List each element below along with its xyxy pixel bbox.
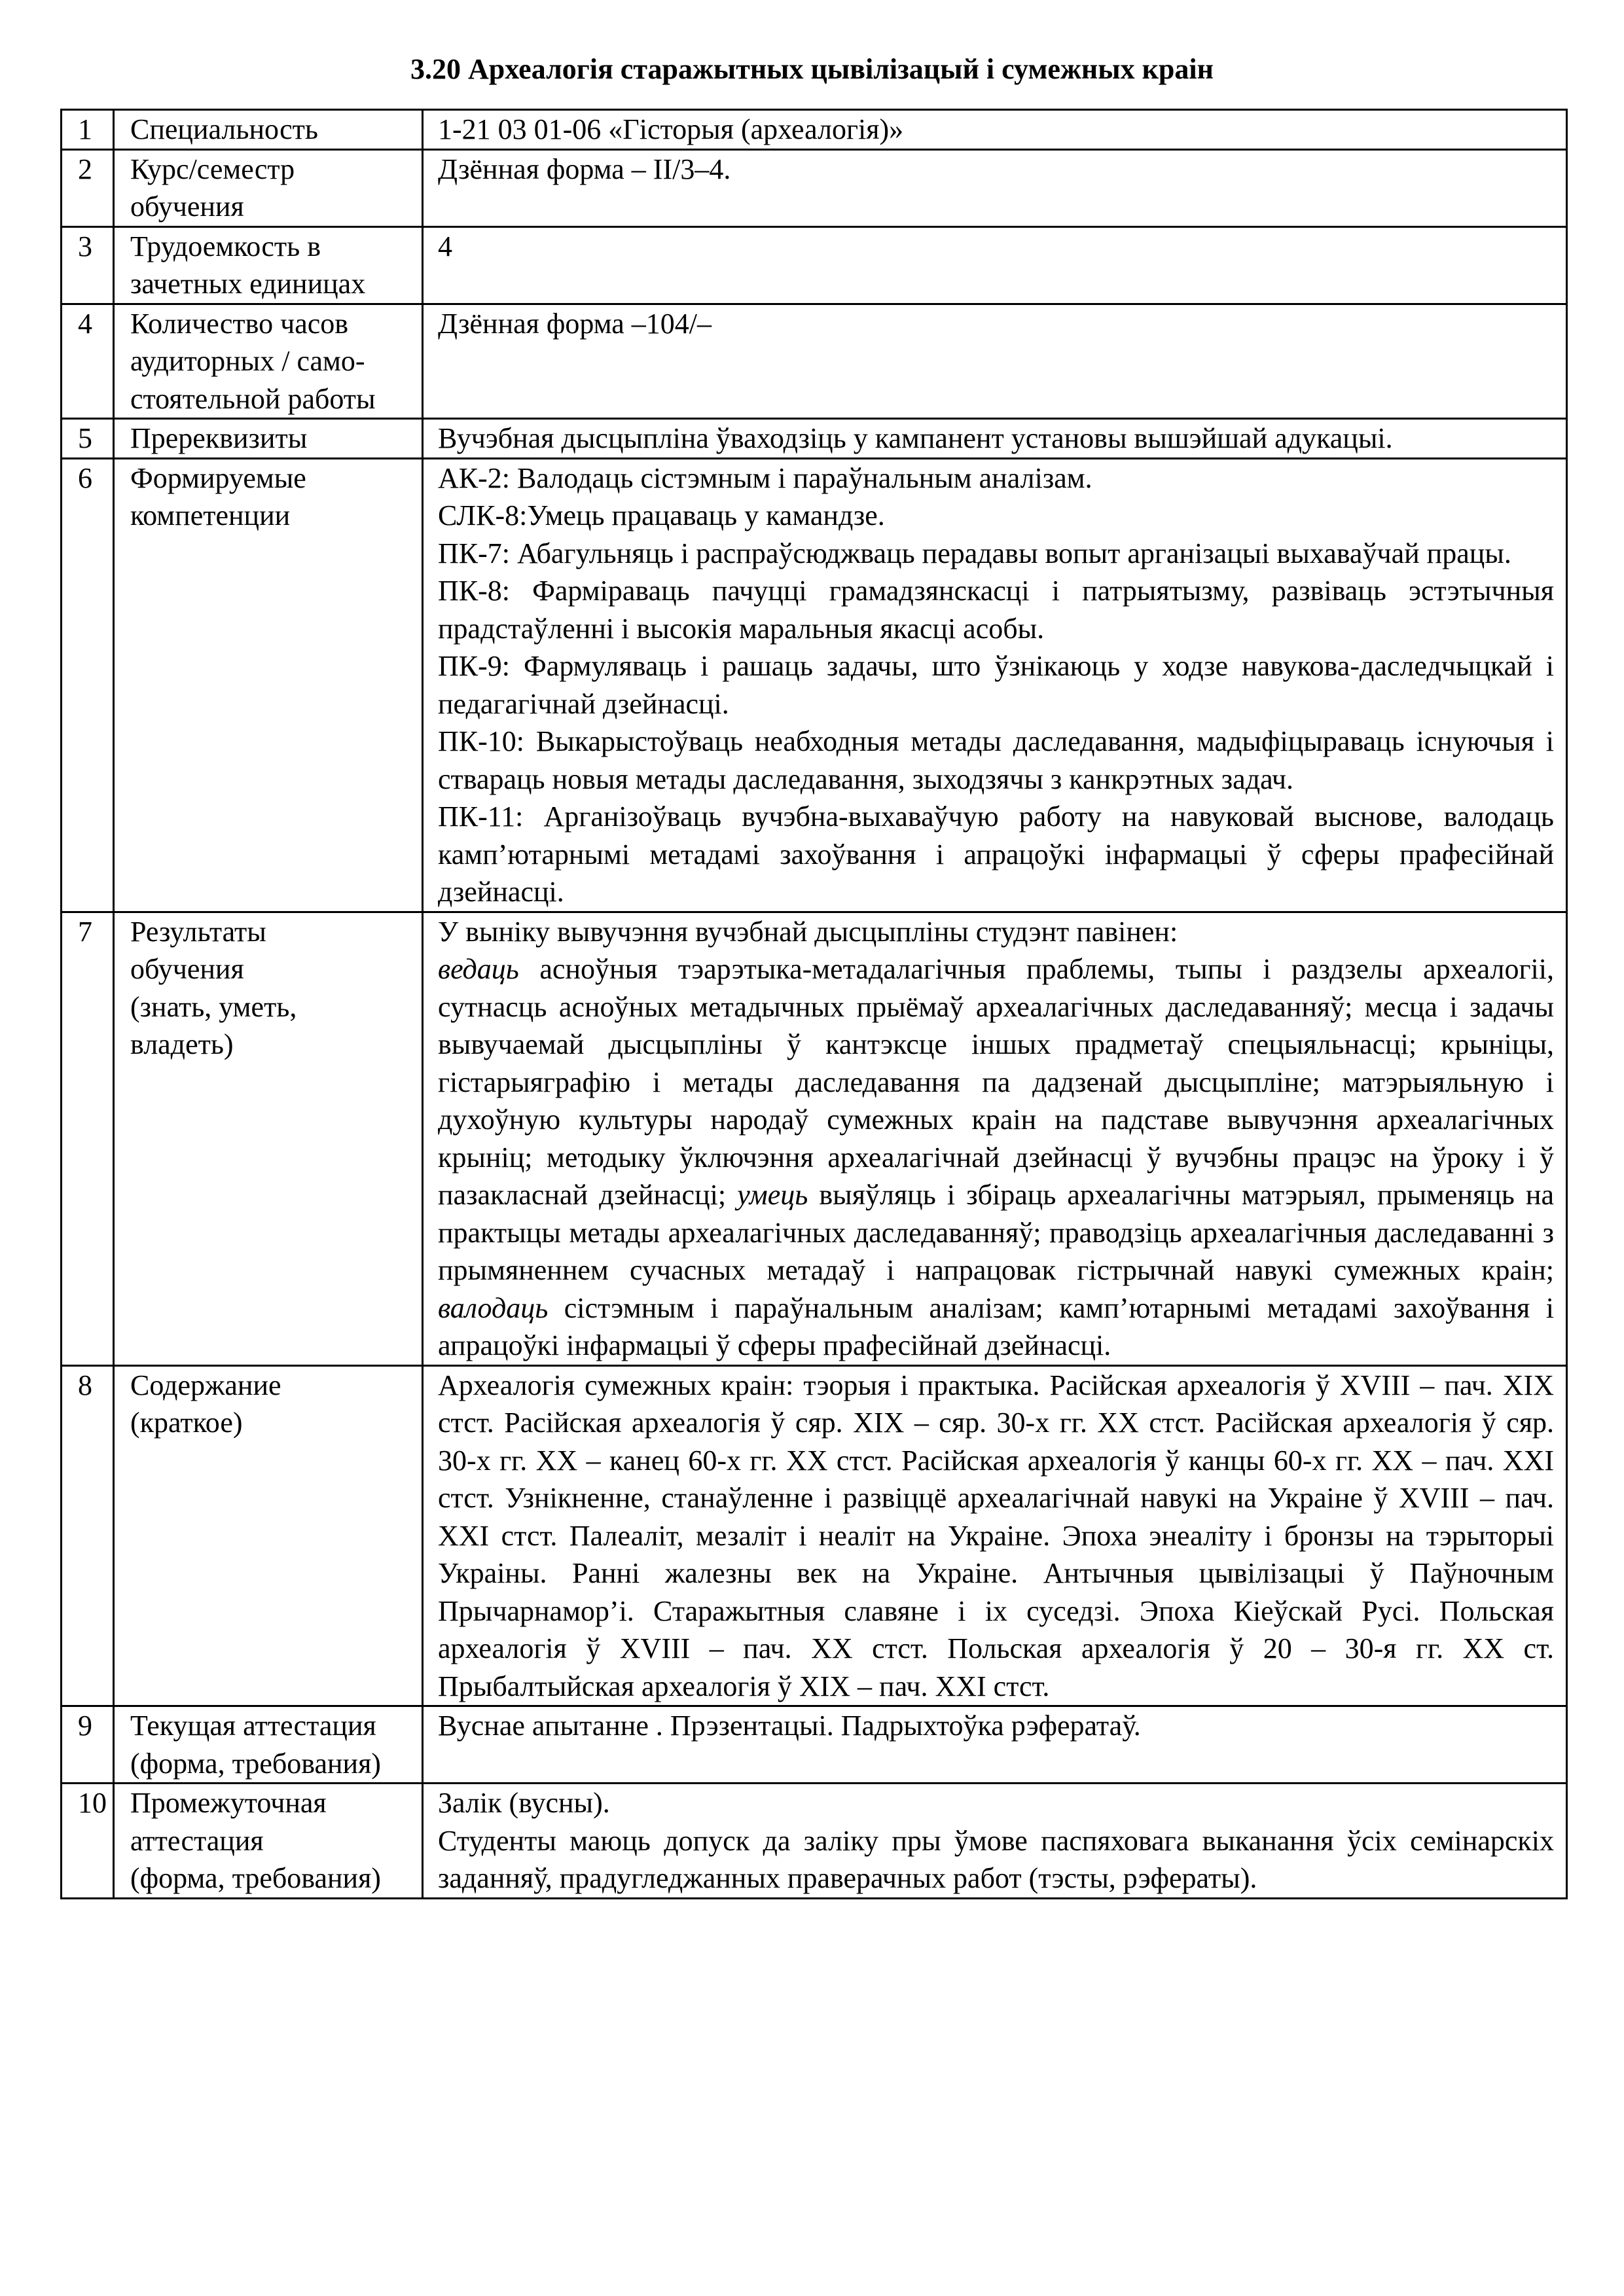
row-value: Археалогія сумежных краін: тэорыя і практыка. Расійская археалогія ў XVIII – пач. XIX стст. Расійская археалогія ў сяр. XIX – сяр. 30-х гг. XX стст. Расійская археалогія ў сяр. 30-х гг. XX – канец 60-х гг. XX стст. Расійская археалогія ў канцы 60-х гг. XX – пач. XXI стст. Узнікненне, станаўленне і развіццё археалагічнай навукі на Украіне ў XVIII – пач. XXI стст. Палеаліт, мезаліт і неаліт на Украіне. Эпоха энеаліту і бронзы на тэрыторыі Украіны. Ранні жалезны век на Украіне. Антычныя цывілізацыі ў Паўночным Прычарнамор’і. Старажытныя славяне і іх суседзі. Эпоха Кіеўскай Русі. Польская археалогія ў XVIII – пач. XX стст. Польская археалогія ў 20 – 30-я гг. XX ст. Прыбалтыйская археалогія ў XIX – пач. XXI стст. (423, 1365, 1567, 1706)
row-number: 6 (62, 458, 114, 912)
course-info-table (60, 109, 1568, 1899)
table-row (62, 458, 1567, 912)
row-label: Курс/семестр обучения (114, 149, 423, 226)
competence-item: ПК-7: Абагульняць і распраўсюджваць перадавы вопыт арганізацыі выхаваўчай працы. (438, 537, 1511, 569)
competence-item: ПК-8: Фарміраваць пачуцці грамадзянскасці і патрыятызму, развіваць эстэтычныя прадстаўленні і высокія маральныя якасці асобы. (438, 575, 1554, 645)
row-number: 3 (62, 226, 114, 304)
row-label: Формируемые компетенции (114, 458, 423, 912)
competence-item: ПК-10: Выкарыстоўваць неабходныя метады даследавання, мадыфіцыраваць існуючыя і ствараць новыя метады даследавання, зыходзячы з канкрэтных задач. (438, 725, 1554, 795)
row-value: Дзённая форма – II/3–4. (423, 149, 1567, 226)
row-number: 7 (62, 912, 114, 1365)
learning-outcomes (423, 912, 1567, 1365)
table-row (62, 1365, 1567, 1706)
competence-item: ПК-11: Арганізоўваць вучэбна-выхаваўчую работу на навуковай выснове, валодаць камп’ютарнымі метадамі захоўвання і апрацоўкі інфармацыі ў сферы прафесійнай дзейнасці. (438, 800, 1554, 908)
row-value: Вуснае апытанне . Прэзентацыі. Падрыхтоўка рэфератаў. (423, 1706, 1567, 1784)
table-row (62, 912, 1567, 1365)
row-value: Вучэбная дысцыпліна ўваходзіць у кампанент установы вышэйшай адукацыі. (423, 419, 1567, 459)
row-value: 4 (423, 226, 1567, 304)
competences-list (423, 458, 1567, 912)
row-value: Дзённая форма –104/– (423, 304, 1567, 419)
table-row (62, 226, 1567, 304)
row-label: Количество часов аудиторных / само- стоятельной работы (114, 304, 423, 419)
row-number: 10 (62, 1784, 114, 1899)
competence-item: СЛК-8:Умець працаваць у камандзе. (438, 499, 885, 531)
row-label: Результаты обучения (знать, уметь, владеть) (114, 912, 423, 1365)
table-row (62, 419, 1567, 459)
row-number: 5 (62, 419, 114, 459)
competence-item: ПК-9: Фармуляваць і рашаць задачы, што ўзнікаюць у ходзе навукова-даследчыцкай і педагагічнай дзейнасці. (438, 650, 1554, 720)
row-value: 1-21 03 01-06 «Гісторыя (археалогія)» (423, 110, 1567, 150)
row-label: Пререквизиты (114, 419, 423, 459)
outcomes-intro: У выніку вывучэння вучэбнай дысцыпліны студэнт павінен: (438, 915, 1178, 948)
table-row (62, 149, 1567, 226)
row-label: Содержание (краткое) (114, 1365, 423, 1706)
row-number: 9 (62, 1706, 114, 1784)
row-number: 1 (62, 110, 114, 150)
row-number: 8 (62, 1365, 114, 1706)
row-value: Залік (вусны). Студенты маюць допуск да заліку пры ўмове паспяховага выканання ўсіх семінарскіх заданняў, прадугледжанных праверачных работ (тэсты, рэфераты). (423, 1784, 1567, 1899)
table-row (62, 110, 1567, 150)
row-number: 4 (62, 304, 114, 419)
table-row (62, 1784, 1567, 1899)
row-label: Трудоемкость в зачетных единицах (114, 226, 423, 304)
row-label: Специальность (114, 110, 423, 150)
outcomes-text: ведаць асноўныя тэарэтыка-метадалагічныя праблемы, тыпы і раздзелы археалогіі, сутнасць асноўных метадычных прыёмаў археалагічных даследаванняў; месца і задачы вывучаемай дысцыпліны ў кантэксце іншых прадметаў спецыяльнасці; крыніцы, гістарыяграфію і метады даследавання па дадзенай дысцыпліне; матэрыяльную і духоўную культуры народаў сумежных краін на падставе вывучэння археалагічных крыніц; методыку ўключэння археалагічнай дзейнасці ў вучэбны працэс на ўроку і ў пазакласнай дзейнасці; умець выяўляць і збіраць археалагічны матэрыял, прыменяць на практыцы метады археалагічных даследаванняў; праводзіць археалагічныя даследаванні з прымяненнем сучасных метадаў і напрацовак гістрычнай навукі сумежных краін; валодаць сістэмным і параўнальным аналізам; камп’ютарнымі метадамі захоўвання і апрацоўкі інфармацыі ў сферы прафесійнай дзейнасці. (438, 953, 1555, 1361)
row-label: Текущая аттестация (форма, требования) (114, 1706, 423, 1784)
page-title: 3.20 Археалогія старажытных цывілізацый і сумежных краін (410, 53, 1214, 85)
table-row (62, 1706, 1567, 1784)
row-label: Промежуточная аттестация (форма, требования) (114, 1784, 423, 1899)
table-row (62, 304, 1567, 419)
competence-item: АК-2: Валодаць сістэмным і параўнальным аналізам. (438, 461, 1092, 494)
row-number: 2 (62, 149, 114, 226)
